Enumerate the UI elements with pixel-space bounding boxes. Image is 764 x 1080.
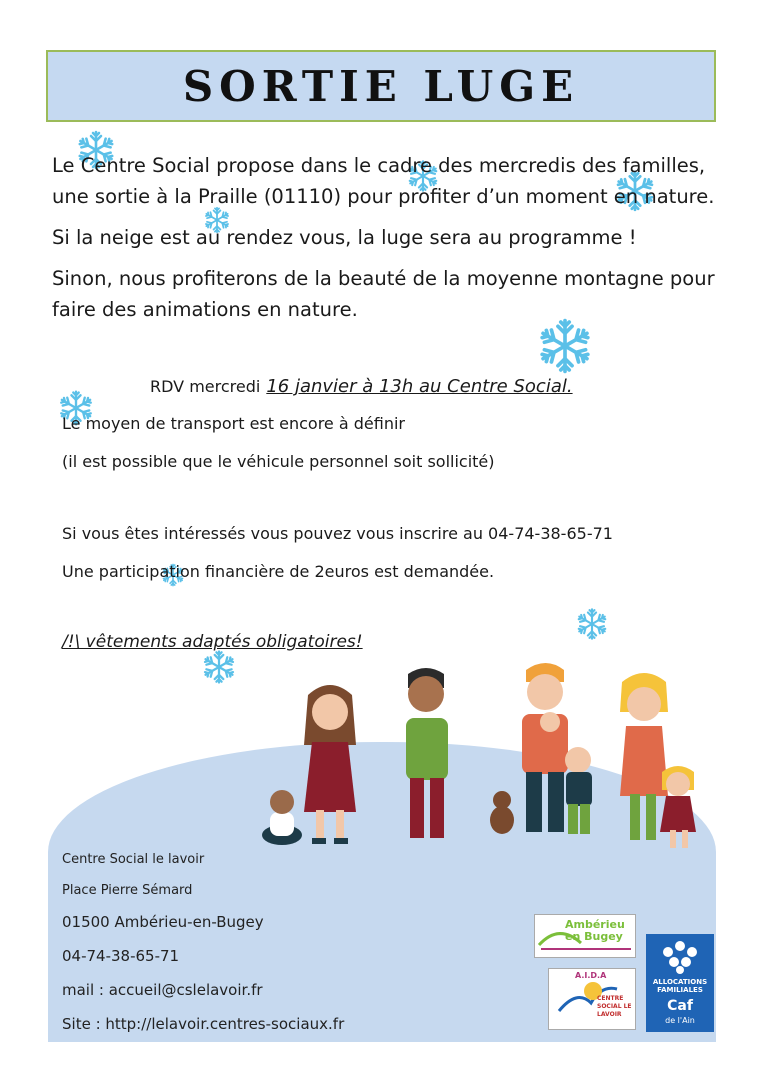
baby-figure [262, 790, 302, 845]
girl-figure [660, 766, 696, 848]
fee-line: Une participation financière de 2euros est demandée. [62, 562, 495, 581]
snowflake-icon [574, 606, 610, 642]
intro-paragraph: Sinon, nous profiterons de la beauté de la moyenne montagne pour faire des animations en nature. [52, 267, 715, 321]
family-illustration [250, 660, 710, 860]
contact-site: Site : http://lelavoir.centres-sociaux.fr [62, 1015, 345, 1033]
registration-line: Si vous êtes intéressés vous pouvez vous inscrire au 04-74-38-65-71 [62, 524, 613, 543]
intro-paragraph: Si la neige est au rendez vous, la luge sera au programme ! [52, 226, 637, 249]
page-title: SORTIE LUGE [182, 61, 580, 111]
intro-paragraph: Le Centre Social propose dans le cadre des mercredis des familles, une sortie à la Praille (01110) pour profiter d’un moment en nature. [52, 154, 715, 208]
amberieu-logo-text: Ambérieu en Bugey [565, 918, 625, 943]
title-banner [46, 50, 716, 122]
rdv-date: 16 janvier à 13h au Centre Social. [266, 376, 573, 397]
father-figure [522, 663, 568, 832]
contact-name: Centre Social le lavoir [62, 852, 205, 867]
aida-logo-subtext: CENTRE SOCIAL LE LAVOIR [597, 995, 632, 1018]
contact-street: Place Pierre Sémard [62, 883, 193, 898]
intro-text [52, 150, 742, 335]
transport-line: Le moyen de transport est encore à définir [62, 414, 405, 433]
warning-text: /!\ vêtements adaptés obligatoires! [62, 632, 363, 652]
dog-figure [490, 791, 514, 834]
transport-note: (il est possible que le véhicule personnel soit sollicité) [62, 452, 495, 471]
boy-figure [565, 747, 592, 834]
rdv-line [150, 376, 573, 397]
caf-logo [646, 934, 714, 1032]
snowflake-icon [200, 648, 238, 686]
amberieu-logo [534, 914, 636, 958]
man-figure [406, 668, 448, 838]
contact-phone: 04-74-38-65-71 [62, 947, 180, 965]
rdv-label: RDV mercredi [150, 377, 261, 396]
woman-figure [304, 685, 356, 844]
mother-figure [620, 673, 668, 840]
aida-logo-text: A.I.D.A [575, 971, 607, 980]
caf-logo-line3: de l'Ain [665, 1016, 695, 1025]
contact-mail: mail : accueil@cslelavoir.fr [62, 981, 263, 999]
aida-logo [548, 968, 636, 1030]
caf-logo-line2: Caf [667, 998, 693, 1014]
contact-city: 01500 Ambérieu-en-Bugey [62, 913, 264, 931]
caf-logo-line1: ALLOCATIONS FAMILIALES [652, 978, 708, 994]
